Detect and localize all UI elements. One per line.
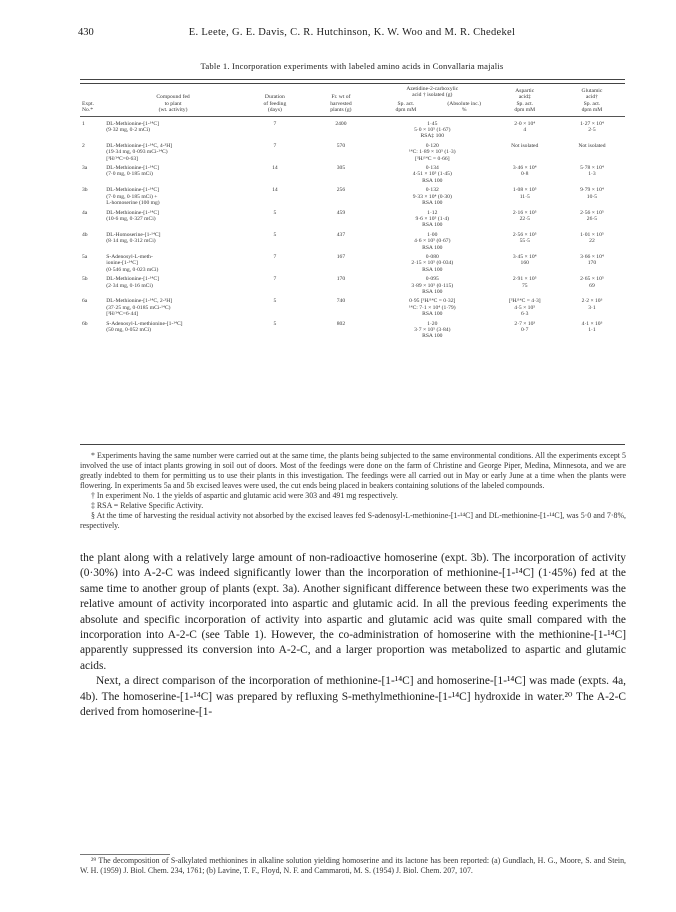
- incorporation-table: [80, 86, 625, 343]
- cell-aspartic: 2·16 × 10⁵ 22·5: [512, 209, 537, 222]
- cell-fresh-weight: 305: [336, 165, 346, 172]
- col-header-expt: Expt. No.*: [82, 100, 94, 114]
- cell-duration: 7: [273, 276, 277, 283]
- cell-fresh-weight: 740: [336, 298, 346, 305]
- cell-compound: DL-Homoserine-[1-¹⁴C] (8·14 mg, 0·312 mCi): [106, 231, 161, 245]
- cell-aspartic: 2·7 × 10³ 0·7: [514, 320, 536, 333]
- cell-glutamic: 2·56 × 10⁵ 26·5: [580, 209, 604, 222]
- cell-glutamic: 9·79 × 10⁴ 10·5: [580, 187, 604, 200]
- cell-compound: DL-Methionine-[1-¹⁴C] (10·6 mg, 0·327 mCi): [106, 209, 159, 222]
- cell-glutamic: 2·2 × 10³ 3·1: [581, 298, 603, 311]
- table-top-rule: [80, 79, 625, 80]
- cell-duration: 14: [272, 165, 278, 172]
- cell-glutamic: Not isolated: [578, 142, 606, 149]
- cell-azetidine: 0·132 9·33 × 10⁴ (0·30) RSA 100: [412, 187, 452, 207]
- cell-glutamic: 2·65 × 10⁵ 69: [580, 276, 604, 289]
- table-caption: Table 1. Incorporation experiments with labeled amino acids in Convallaria majalis: [200, 61, 504, 71]
- cell-expt: 3a: [82, 165, 88, 172]
- cell-duration: 5: [273, 320, 277, 327]
- cell-duration: 5: [273, 231, 277, 238]
- table-row: [80, 276, 625, 295]
- table-row: [80, 187, 625, 206]
- col-header-aspartic: Aspartic acid‡ Sp. act. dpm mM: [514, 88, 536, 114]
- cell-compound: DL-Methionine-[1-¹⁴C, 4-³H] (19·34 mg, 0·093 mCi-¹⁴C) [³H/¹⁴C=0·63]: [106, 142, 173, 162]
- cell-duration: 7: [273, 120, 277, 127]
- cell-duration: 7: [273, 142, 277, 149]
- table-row: [80, 210, 625, 229]
- cell-azetidine: 1·12 9·6 × 10⁵ (1·4) RSA 100: [415, 209, 450, 229]
- cell-azetidine: 1·00 4·6 × 10⁵ (0·67) RSA 100: [414, 231, 451, 251]
- table-footnotes: [80, 451, 626, 531]
- cell-fresh-weight: 802: [336, 320, 346, 327]
- table-row: [80, 254, 625, 273]
- cell-duration: 14: [272, 187, 278, 194]
- cell-glutamic: 1·27 × 10⁴ 2·5: [580, 120, 604, 134]
- cell-expt: 6b: [82, 320, 88, 327]
- cell-fresh-weight: 570: [336, 142, 346, 149]
- cell-fresh-weight: 256: [336, 187, 346, 194]
- cell-aspartic: Not isolated: [511, 142, 539, 149]
- body-text: [80, 551, 626, 720]
- cell-fresh-weight: 170: [336, 276, 346, 283]
- cell-glutamic: 1·01 × 10⁵ 22: [580, 231, 604, 245]
- page-footnote: [80, 856, 626, 876]
- cell-azetidine: 0·134 4·51 × 10⁵ (1·45) RSA 100: [412, 165, 452, 184]
- cell-compound: DL-Methionine-[1-¹⁴C, 2-³H] (37·25 mg, 0·0185 mCi-¹⁴C) [³H/¹⁴C=6·44]: [106, 298, 173, 318]
- footnote-rule: [80, 854, 170, 855]
- footnote-section: § At the time of harvesting the residual activity not absorbed by the excised leaves fed S-adenosyl-L-methionine-[1-¹⁴C] and DL-methionine-[1-¹⁴C], was 5·0 and 7·8%, respectively.: [80, 511, 626, 530]
- cell-glutamic: 5·78 × 10⁴ 1·3: [580, 165, 604, 178]
- cell-glutamic: 4·1 × 10³ 1·1: [581, 320, 603, 333]
- col-header-azetidine-abs-inc: (Absolute inc.) %: [447, 100, 481, 114]
- cell-aspartic: 1·08 × 10⁵ 11·5: [512, 187, 537, 200]
- cell-aspartic: 2·0 × 10⁴ 4: [514, 120, 536, 134]
- cell-compound: DL-Methionine-[1-¹⁴C] (2·34 mg, 0·16 mCi): [106, 276, 159, 289]
- cell-expt: 4a: [82, 209, 88, 216]
- cell-glutamic: 3·66 × 10⁴ 170: [580, 253, 604, 267]
- body-paragraph-2: Next, a direct comparison of the incorporation of methionine-[1-¹⁴C] and homoserine-[1-¹⁴C] was made (expts. 4a, 4b). The homoserine-[1-¹⁴C] was prepared by refluxing S-methylmethionine-[1-¹⁴C] hydroxide in water.²⁰ The A-2-C derived from homoserine-[1-: [80, 675, 626, 719]
- footnote-dagger: † In experiment No. 1 the yields of aspartic and glutamic acid were 303 and 491 mg respectively.: [91, 491, 398, 500]
- table-row: [80, 165, 625, 184]
- col-header-azetidine-sp-act: Sp. act. dpm mM: [395, 100, 417, 114]
- cell-expt: 1: [82, 120, 85, 127]
- running-header-authors: E. Leete, G. E. Davis, C. R. Hutchinson, K. W. Woo and M. R. Chedekel: [188, 27, 516, 38]
- table-row: [80, 121, 625, 140]
- cell-compound: DL-Methionine-[1-¹⁴C] (7·0 mg, 0·185 mCi) + L-homoserine (100 mg): [106, 187, 160, 207]
- table-row: [80, 232, 625, 251]
- cell-duration: 5: [273, 298, 277, 305]
- cell-azetidine: 0·080 2·15 × 10⁵ (0·034) RSA 100: [411, 253, 454, 273]
- cell-expt: 6a: [82, 298, 88, 305]
- footnote-29: ²⁹ The decomposition of S-alkylated methionines in alkaline solution yielding homoserine and its lactone has been reported: (a) Gundlach, H. G., Moore, S. and Stein, W. H. (1959) J. Biol. Chem. 234, 1761; (b) Lavine, T. F., Floyd, N. F. and Cammaroti, M. S. (1954) J. Biol. Chem. 207, 107.: [80, 856, 626, 875]
- cell-duration: 7: [273, 253, 277, 260]
- cell-azetidine: 0·120 ¹⁴C: 1·89 × 10⁵ (1·3) [³H/¹⁴C = 0·66]: [408, 142, 456, 162]
- table-top-rule-double: [80, 83, 625, 84]
- cell-compound: S-Adenosyl-L-meth- ionine-[1-¹⁴C] (0·546 mg, 0·023 mCi): [106, 253, 159, 273]
- footnote-star: * Experiments having the same number were carried out at the same time, the plants being subjected to the same environmental conditions. All the experiments except 5 involved the use of intact plants growing in soil out of doors. Most of the feedings were done on the farm of Christine and George Piper, Medina, Minnesota, and we are greatly indebted to them for permitting us to use their plants in this investigation. The feedings were all carried out in May or early June at a time when the plants were flowering. In experiments 5a and 5b excised leaves were used, the cut ends being placed in beakers containing solutions of the labeled compounds.: [80, 451, 626, 490]
- cell-azetidine: 0·95 [³H/¹⁴C = 0·32] ¹⁴C: 7·1 × 10⁴ (1·79) RSA 100: [408, 298, 456, 318]
- cell-expt: 5a: [82, 253, 88, 260]
- col-header-compound: Compound fed to plant (wt. activity): [156, 94, 190, 114]
- cell-expt: 5b: [82, 276, 88, 283]
- cell-fresh-weight: 2400: [335, 120, 347, 127]
- cell-expt: 3b: [82, 187, 88, 194]
- cell-compound: S-Adenosyl-L-methionine-[1-¹⁴C] (50 mg, 0·052 mCi): [106, 320, 183, 333]
- col-header-fresh-weight: Fr. wt of harvested plants (g): [330, 94, 352, 114]
- cell-duration: 5: [273, 209, 277, 216]
- col-header-azetidine-group: Azetidine-2-carboxylic acid † isolated (g): [406, 86, 459, 99]
- cell-expt: 4b: [82, 231, 88, 238]
- cell-aspartic: 2·56 × 10⁵ 55·5: [512, 231, 537, 245]
- footnote-double-dagger: ‡ RSA = Relative Specific Activity.: [91, 501, 204, 510]
- col-header-duration: Duration of feeding (days): [263, 94, 287, 114]
- table-bottom-rule: [80, 444, 625, 445]
- cell-aspartic: 2·91 × 10⁵ 75: [512, 276, 537, 289]
- table-row: [80, 321, 625, 340]
- table-row: [80, 143, 625, 162]
- cell-aspartic: 3·46 × 10⁴ 0·8: [512, 165, 537, 178]
- cell-aspartic: [³H/¹⁴C = 4·3] 4·5 × 10⁵ 6·3: [508, 298, 541, 318]
- cell-compound: DL-Methionine-[1-¹⁴C] (7·0 mg, 0·185 mCi): [106, 165, 159, 178]
- cell-azetidine: 1·45 5·0 × 10⁵ (1·67) RSA‡ 100: [414, 120, 451, 140]
- row-spacer: [80, 340, 625, 343]
- cell-compound: DL-Methionine-[1-¹⁴C] (9·32 mg, 0·2 mCi): [106, 120, 159, 134]
- body-paragraph-1: the plant along with a relatively large amount of non-radioactive homoserine (expt. 3b). The incorporation of activity (0·30%) into A-2-C was indeed significantly lower than the incorporation of methionine-[1-¹⁴C] (1·45%) fed at the same time to another group of plants (expt. 3a). Another significant difference between these two experiments was the relative amount of activity incorporated into aspartic and glutamic acid. In all the previous feeding experiments the absolute and specific incorporation of activity into aspartic and glutamic acid was quite small compared with the incorporation into A-2-C (see Table 1). However, the co-administration of homoserine with the methionine-[1-¹⁴C] apparently suppressed its conversion into A-2-C, and a larger proportion was metabolized to aspartic and glutamic acids.: [80, 552, 626, 672]
- cell-azetidine: 0·095 3·89 × 10⁵ (0·115) RSA 100: [411, 276, 454, 295]
- page-number: 430: [78, 27, 94, 38]
- cell-aspartic: 3·45 × 10⁴ 160: [512, 253, 537, 267]
- cell-expt: 2: [82, 142, 85, 149]
- cell-fresh-weight: 167: [336, 253, 346, 260]
- cell-azetidine: 1·20 3·7 × 10⁵ (3·84) RSA 100: [414, 320, 451, 340]
- cell-fresh-weight: 459: [336, 209, 346, 216]
- cell-fresh-weight: 437: [336, 231, 346, 238]
- col-header-glutamic: Glutamic acid† Sp. act. dpm mM: [581, 88, 603, 114]
- table-row: [80, 298, 625, 317]
